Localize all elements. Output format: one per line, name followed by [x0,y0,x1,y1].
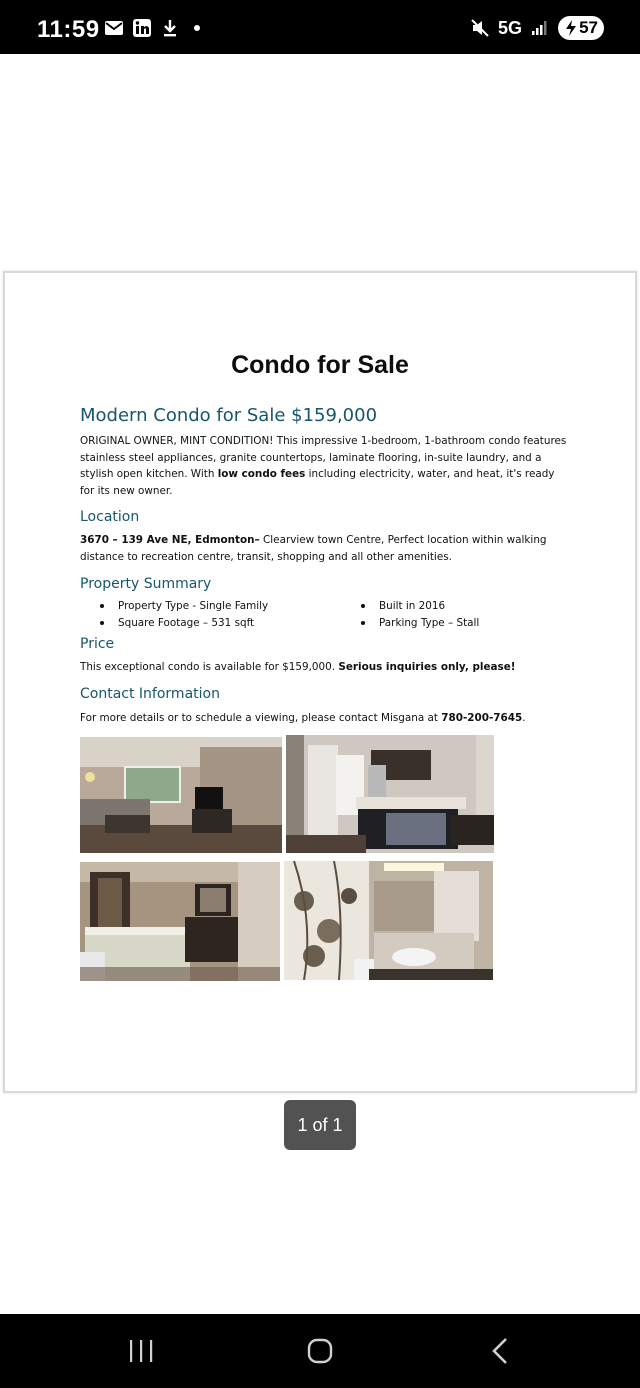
property-type: Property Type - Single Family [118,600,269,612]
page-indicator: 1 of 1 [284,1100,356,1150]
bedroom-photo [80,862,280,981]
bullet-icon [361,621,365,625]
mute-icon [470,18,490,38]
parking-type: Parking Type – Stall [379,617,480,629]
list-item [100,617,254,629]
list-item [361,617,479,629]
location-text: Clearview town Centre, Perfect location within walking distance to recreation centre, transit, shopping and all other amenities. [80,534,547,563]
document-page[interactable] [3,271,637,1093]
contact-text: For more details or to schedule a viewing, please contact Misgana at [80,712,442,724]
bullet-icon [100,604,104,608]
phone-number: 780-200-7645 [441,712,523,724]
back-button[interactable] [480,1334,520,1368]
signal-icon [530,18,550,38]
recent-apps-icon [128,1339,154,1363]
intro-bold: low condo fees [217,468,306,480]
list-item [361,600,445,612]
download-icon [160,18,180,38]
location-paragraph [80,532,570,565]
status-bar [0,0,640,54]
price-text: This exceptional condo is available for $159,000. [80,661,339,673]
notification-dot [194,25,200,31]
address: 3670 – 139 Ave NE, Edmonton– [80,534,260,546]
contact-paragraph [80,710,600,727]
recent-apps-button[interactable] [121,1334,161,1368]
back-icon [490,1337,510,1365]
listing-heading: Modern Condo for Sale $159,000 [80,405,378,426]
bullet-icon [361,604,365,608]
price-paragraph [80,659,570,676]
bullet-icon [100,621,104,625]
square-footage: Square Footage – 531 sqft [118,617,255,629]
document-title: Condo for Sale [231,351,409,379]
system-icons [470,16,604,40]
notification-icons [104,18,200,38]
location-heading: Location [80,509,140,525]
contact-heading: Contact Information [80,686,220,702]
price-bold: Serious inquiries only, please! [338,661,516,673]
gmail-icon [104,18,124,38]
kitchen-photo [286,735,494,853]
living-room-photo [80,737,282,853]
home-icon [306,1337,334,1365]
property-summary-heading: Property Summary [80,576,212,592]
built-year: Built in 2016 [379,600,446,612]
intro-text-2: including electricity, water, and heat, it's ready for its new owner. [80,468,555,497]
battery-icon [558,16,604,40]
navigation-bar [0,1314,640,1388]
status-time: 11:59 [37,16,100,43]
list-item [100,600,268,612]
price-heading: Price [80,636,115,652]
intro-text-1: ORIGINAL OWNER, MINT CONDITION! This impressive 1-bedroom, 1-bathroom condo features stainless steel appliances, granite countertops, laminate flooring, in-suite laundry, and a stylish open kitchen. With [80,435,567,480]
battery-level: 57 [579,18,598,37]
home-button[interactable] [300,1334,340,1368]
linkedin-icon [132,18,152,38]
contact-tail: . [522,712,526,724]
bathroom-photo [284,861,493,980]
network-type: 5G [497,17,522,38]
intro-paragraph [80,433,570,499]
property-summary-list [95,600,515,636]
